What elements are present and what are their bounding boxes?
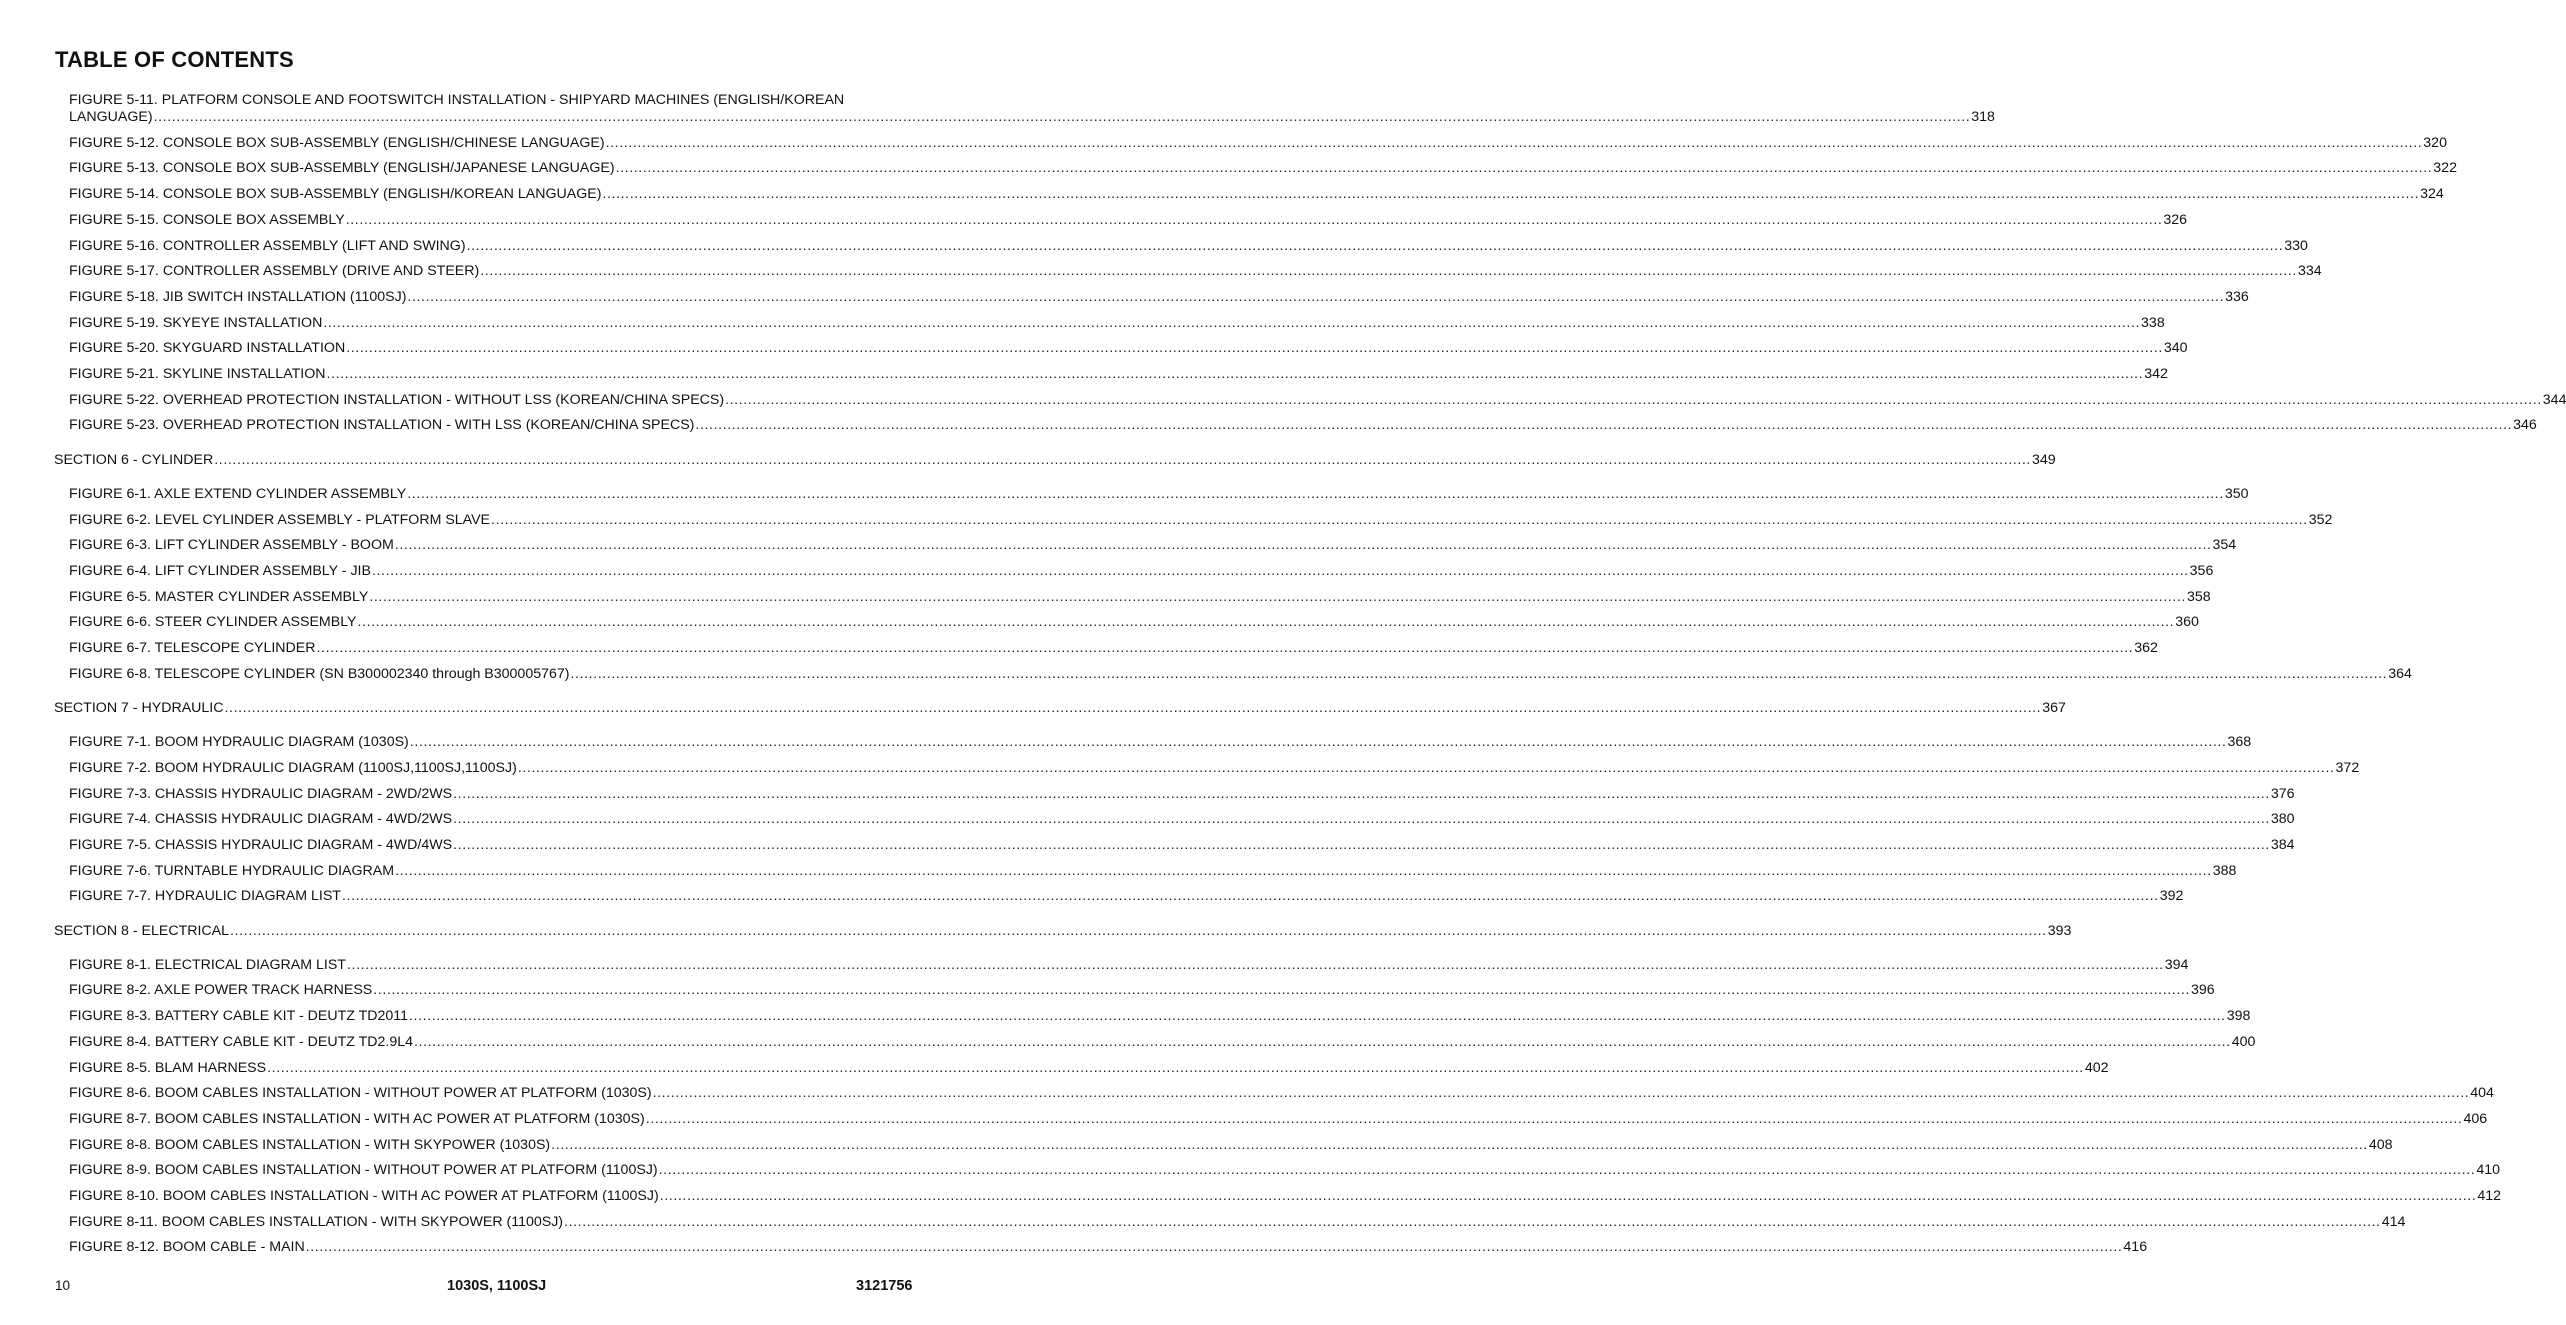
toc-page-number: 384: [2270, 836, 2295, 853]
toc-section-entry[interactable]: [54, 451, 2056, 469]
toc-figure-entry[interactable]: [69, 888, 2184, 905]
toc-page-number: 394: [2164, 956, 2189, 973]
toc-entry-row: [69, 288, 2249, 306]
dot-leader: ................................................................................................................................................................................................................................................................................................................................................................................................................: [230, 922, 2047, 939]
footer-doc-number: 3121756: [856, 1278, 913, 1294]
toc-figure-entry[interactable]: [69, 1188, 2502, 1205]
toc-entry-row: [69, 1033, 2256, 1051]
toc-page-number: 360: [2175, 614, 2199, 631]
toc-entry-row: [69, 588, 2211, 606]
toc-entry-label: FIGURE 6-2. LEVEL CYLINDER ASSEMBLY - PLATFORM SLAVE: [69, 511, 491, 528]
toc-entry-row: [69, 1110, 2488, 1128]
toc-entry-row: [69, 109, 1995, 126]
toc-page-number: 346: [2513, 417, 2537, 434]
toc-page-number: 406: [2463, 1110, 2488, 1127]
toc-entry-label: FIGURE 5-21. SKYLINE INSTALLATION: [69, 366, 326, 382]
toc-page-number: 380: [2270, 811, 2295, 828]
toc-entry-label-continued: LANGUAGE): [69, 109, 153, 125]
toc-page-number: 393: [2047, 922, 2072, 939]
toc-entry-row: [69, 982, 2215, 999]
dot-leader: ................................................................................................................................................................................................................................................................................................................................................................................................................: [373, 982, 2190, 999]
dot-leader: ................................................................................................................................................................................................................................................................................................................................................................................................................: [407, 485, 2224, 502]
toc-entry-label: SECTION 8 - ELECTRICAL: [54, 922, 230, 939]
dot-leader: ................................................................................................................................................................................................................................................................................................................................................................................................................: [409, 1008, 2226, 1025]
toc-entry-label: FIGURE 5-19. SKYEYE INSTALLATION: [69, 314, 323, 331]
toc-entry-row: [69, 640, 2158, 657]
toc-entry-label: FIGURE 6-8. TELESCOPE CYLINDER (SN B300002340 through B300005767): [69, 665, 570, 682]
toc-page-number: 320: [2423, 134, 2447, 151]
toc-page-number: 356: [2189, 562, 2214, 579]
dot-leader: ................................................................................................................................................................................................................................................................................................................................................................................................................: [224, 699, 2042, 716]
toc-page-number: 402: [2084, 1059, 2109, 1076]
toc-figure-entry[interactable]: [69, 340, 2188, 357]
dot-leader: ................................................................................................................................................................................................................................................................................................................................................................................................................: [394, 537, 2212, 554]
toc-entry-row: [69, 759, 2360, 777]
toc-entry-label: FIGURE 5-13. CONSOLE BOX SUB-ASSEMBLY (ENGLISH/JAPANESE LANGUAGE): [69, 160, 615, 177]
toc-figure-entry[interactable]: [69, 1136, 2393, 1154]
toc-figure-entry[interactable]: [69, 614, 2199, 631]
dot-leader: ................................................................................................................................................................................................................................................................................................................................................................................................................: [480, 263, 2297, 280]
toc-page-number: 392: [2159, 888, 2184, 905]
toc-page-number: 349: [2031, 451, 2056, 468]
toc-entry-label: FIGURE 8-8. BOOM CABLES INSTALLATION - WITH SKYPOWER (1030S): [69, 1136, 551, 1153]
toc-entry-label: FIGURE 8-3. BATTERY CABLE KIT - DEUTZ TD2011: [69, 1008, 409, 1025]
toc-entry-row: [69, 862, 2237, 880]
toc-figure-entry[interactable]: [69, 211, 2188, 229]
toc-page-number: 367: [2042, 699, 2066, 716]
toc-entry-label: FIGURE 7-3. CHASSIS HYDRAULIC DIAGRAM - 2WD/2WS: [69, 785, 453, 802]
toc-figure-entry[interactable]: [69, 417, 2537, 434]
dot-leader: ................................................................................................................................................................................................................................................................................................................................................................................................................: [453, 811, 2270, 828]
dot-leader: ................................................................................................................................................................................................................................................................................................................................................................................................................: [305, 1239, 2123, 1256]
toc-figure-entry[interactable]: [69, 237, 2308, 255]
dot-leader: ................................................................................................................................................................................................................................................................................................................................................................................................................: [605, 134, 2423, 151]
toc-entry-label: FIGURE 5-22. OVERHEAD PROTECTION INSTALLATION - WITHOUT LSS (KOREAN/CHINA SPECS): [69, 391, 725, 408]
toc-entry-row: [69, 665, 2412, 683]
toc-entry-row: [69, 314, 2165, 332]
toc-entry-label: FIGURE 5-12. CONSOLE BOX SUB-ASSEMBLY (ENGLISH/CHINESE LANGUAGE): [69, 134, 605, 151]
toc-figure-entry[interactable]: [69, 956, 2189, 974]
footer-models: 1030S, 1100SJ: [447, 1278, 547, 1294]
toc-entry-label: FIGURE 7-7. HYDRAULIC DIAGRAM LIST: [69, 888, 341, 905]
dot-leader: ................................................................................................................................................................................................................................................................................................................................................................................................................: [414, 1033, 2231, 1050]
dot-leader: ................................................................................................................................................................................................................................................................................................................................................................................................................: [695, 417, 2513, 434]
toc-figure-entry[interactable]: [69, 1213, 2406, 1231]
toc-entry-row: [69, 1213, 2406, 1231]
toc-figure-entry[interactable]: [69, 862, 2237, 880]
toc-entry-label: FIGURE 8-5. BLAM HARNESS: [69, 1059, 267, 1076]
toc-figure-entry[interactable]: [69, 1239, 2148, 1256]
toc-entry-label: FIGURE 6-1. AXLE EXTEND CYLINDER ASSEMBLY: [69, 485, 407, 502]
toc-entry-row: [69, 1162, 2500, 1179]
toc-figure-entry[interactable]: [69, 511, 2333, 529]
dot-leader: ................................................................................................................................................................................................................................................................................................................................................................................................................: [551, 1136, 2368, 1153]
dot-leader: ................................................................................................................................................................................................................................................................................................................................................................................................................: [453, 785, 2270, 802]
toc-entry-label: FIGURE 7-5. CHASSIS HYDRAULIC DIAGRAM - 4WD/4WS: [69, 836, 453, 853]
toc-page-number: 414: [2381, 1213, 2406, 1230]
toc-page-number: 368: [2227, 734, 2252, 751]
dot-leader: ................................................................................................................................................................................................................................................................................................................................................................................................................: [214, 451, 2031, 468]
toc-entry-label: FIGURE 8-9. BOOM CABLES INSTALLATION - WITHOUT POWER AT PLATFORM (1100SJ): [69, 1162, 658, 1179]
dot-leader: ................................................................................................................................................................................................................................................................................................................................................................................................................: [407, 288, 2225, 305]
toc-page-number: 358: [2187, 588, 2211, 605]
toc-page-number: 408: [2368, 1136, 2393, 1153]
toc-figure-entry[interactable]: [69, 288, 2249, 306]
toc-entry-label: FIGURE 5-23. OVERHEAD PROTECTION INSTALLATION - WITH LSS (KOREAN/CHINA SPECS): [69, 417, 695, 434]
toc-entry-label: FIGURE 6-4. LIFT CYLINDER ASSEMBLY - JIB: [69, 562, 371, 579]
toc-page-number: 342: [2144, 366, 2168, 382]
toc-figure-entry[interactable]: [69, 562, 2214, 580]
toc-page-number: 416: [2123, 1239, 2148, 1256]
toc-section-entry[interactable]: [54, 699, 2066, 717]
toc-entry-row: [69, 537, 2237, 554]
dot-leader: ................................................................................................................................................................................................................................................................................................................................................................................................................: [615, 160, 2433, 177]
toc-entry-row: [54, 922, 2072, 940]
toc-figure-entry[interactable]: [69, 1059, 2109, 1077]
toc-entry-label: FIGURE 5-17. CONTROLLER ASSEMBLY (DRIVE AND STEER): [69, 263, 480, 280]
toc-figure-entry[interactable]: [69, 836, 2295, 854]
toc-entry-row: [69, 340, 2188, 357]
toc-entry-row: [69, 1239, 2148, 1256]
toc-page-number: 400: [2231, 1033, 2256, 1050]
toc-entry-row: [69, 785, 2295, 803]
dot-leader: ................................................................................................................................................................................................................................................................................................................................................................................................................: [517, 759, 2335, 776]
dot-leader: ................................................................................................................................................................................................................................................................................................................................................................................................................: [395, 862, 2212, 879]
toc-figure-entry[interactable]: [69, 314, 2165, 332]
dot-leader: ................................................................................................................................................................................................................................................................................................................................................................................................................: [602, 186, 2420, 203]
dot-leader: ................................................................................................................................................................................................................................................................................................................................................................................................................: [357, 614, 2175, 631]
toc-entry-row: [69, 836, 2295, 854]
toc-figure-entry[interactable]: [69, 734, 2252, 751]
toc-page-number: 350: [2224, 485, 2249, 502]
toc-entry-row: [69, 417, 2537, 434]
toc-entry-row: [69, 1059, 2109, 1077]
toc-page-number: 330: [2284, 237, 2308, 254]
dot-leader: ................................................................................................................................................................................................................................................................................................................................................................................................................: [466, 237, 2284, 254]
dot-leader: ................................................................................................................................................................................................................................................................................................................................................................................................................: [316, 640, 2134, 656]
dot-leader: ................................................................................................................................................................................................................................................................................................................................................................................................................: [564, 1213, 2381, 1230]
toc-page-number: 354: [2212, 537, 2237, 554]
toc-page-number: 372: [2335, 759, 2360, 776]
toc-page-number: 338: [2141, 314, 2165, 331]
toc-entry-row: [69, 1188, 2502, 1205]
toc-entry-label: FIGURE 7-1. BOOM HYDRAULIC DIAGRAM (1030S): [69, 734, 409, 751]
toc-figure-entry[interactable]: [69, 811, 2295, 828]
toc-entry-row: [54, 699, 2066, 717]
toc-figure-entry[interactable]: [69, 263, 2322, 280]
dot-leader: ................................................................................................................................................................................................................................................................................................................................................................................................................: [409, 734, 2227, 751]
toc-figure-entry[interactable]: [69, 1085, 2494, 1102]
toc-page-number: 326: [2163, 211, 2188, 228]
toc-entry-label: FIGURE 5-18. JIB SWITCH INSTALLATION (1100SJ): [69, 288, 407, 305]
toc-entry-row: [69, 263, 2322, 280]
toc-entry-label: FIGURE 6-7. TELESCOPE CYLINDER: [69, 640, 316, 656]
toc-entry-label: FIGURE 5-20. SKYGUARD INSTALLATION: [69, 340, 346, 357]
dot-leader: ................................................................................................................................................................................................................................................................................................................................................................................................................: [346, 956, 2164, 973]
toc-entry-label: FIGURE 5-16. CONTROLLER ASSEMBLY (LIFT AND SWING): [69, 237, 466, 254]
toc-entry-row: [54, 451, 2056, 469]
toc-entry-label: FIGURE 5-15. CONSOLE BOX ASSEMBLY: [69, 211, 345, 228]
toc-entry-row: [69, 211, 2188, 229]
dot-leader: ................................................................................................................................................................................................................................................................................................................................................................................................................: [725, 391, 2542, 408]
toc-figure-entry[interactable]: [69, 640, 2158, 657]
dot-leader: ................................................................................................................................................................................................................................................................................................................................................................................................................: [491, 511, 2308, 528]
toc-figure-entry[interactable]: [69, 1008, 2251, 1025]
toc-figure-entry[interactable]: [69, 537, 2237, 554]
toc-page-number: 318: [1971, 109, 1995, 125]
toc-section-entry[interactable]: [54, 922, 2072, 940]
toc-entry-row: [69, 134, 2447, 152]
toc-figure-entry[interactable]: [69, 134, 2447, 152]
toc-entry-row: [69, 511, 2333, 529]
toc-entry-row: [69, 186, 2444, 203]
dot-leader: ................................................................................................................................................................................................................................................................................................................................................................................................................: [659, 1188, 2477, 1204]
dot-leader: ................................................................................................................................................................................................................................................................................................................................................................................................................: [453, 836, 2270, 853]
toc-entry-label: FIGURE 8-12. BOOM CABLE - MAIN: [69, 1239, 305, 1256]
footer-page-number: 10: [55, 1278, 71, 1293]
dot-leader: ................................................................................................................................................................................................................................................................................................................................................................................................................: [369, 588, 2187, 605]
toc-figure-entry[interactable]: [69, 982, 2215, 999]
toc-entry-label: SECTION 7 - HYDRAULIC: [54, 699, 224, 716]
toc-entry-row: [69, 562, 2214, 580]
dot-leader: ................................................................................................................................................................................................................................................................................................................................................................................................................: [371, 562, 2189, 579]
toc-entry-label: FIGURE 7-6. TURNTABLE HYDRAULIC DIAGRAM: [69, 862, 395, 879]
toc-page-number: 398: [2226, 1008, 2251, 1025]
toc-page-number: 376: [2270, 785, 2295, 802]
dot-leader: ................................................................................................................................................................................................................................................................................................................................................................................................................: [153, 109, 1971, 125]
toc-entry-row: [69, 811, 2295, 828]
toc-page-number: 396: [2190, 982, 2215, 999]
dot-leader: ................................................................................................................................................................................................................................................................................................................................................................................................................: [341, 888, 2159, 905]
toc-entry-label: FIGURE 8-1. ELECTRICAL DIAGRAM LIST: [69, 956, 346, 973]
toc-figure-entry[interactable]: [69, 1110, 2488, 1128]
toc-page-number: 336: [2225, 288, 2249, 305]
dot-leader: ................................................................................................................................................................................................................................................................................................................................................................................................................: [570, 665, 2388, 682]
dot-leader: ................................................................................................................................................................................................................................................................................................................................................................................................................: [267, 1059, 2084, 1076]
toc-figure-entry[interactable]: [69, 391, 2566, 409]
toc-entry-label: FIGURE 8-6. BOOM CABLES INSTALLATION - WITHOUT POWER AT PLATFORM (1030S): [69, 1085, 652, 1102]
dot-leader: ................................................................................................................................................................................................................................................................................................................................................................................................................: [652, 1085, 2470, 1102]
toc-page-number: 362: [2134, 640, 2158, 656]
toc-figure-entry[interactable]: [69, 160, 2457, 177]
dot-leader: ................................................................................................................................................................................................................................................................................................................................................................................................................: [346, 340, 2163, 357]
toc-entry-row: [69, 1008, 2251, 1025]
toc-entry-row: [69, 614, 2199, 631]
toc-entry-row: [69, 956, 2189, 974]
toc-page-number: 324: [2420, 186, 2444, 203]
toc-entry-label: FIGURE 8-7. BOOM CABLES INSTALLATION - WITH AC POWER AT PLATFORM (1030S): [69, 1110, 645, 1127]
toc-page-number: 388: [2212, 862, 2237, 879]
toc-entry-label: FIGURE 8-10. BOOM CABLES INSTALLATION - WITH AC POWER AT PLATFORM (1100SJ): [69, 1188, 659, 1204]
toc-page-number: 412: [2477, 1188, 2502, 1204]
toc-figure-entry[interactable]: [69, 1033, 2256, 1051]
toc-figure-entry[interactable]: [69, 588, 2211, 606]
toc-entry-label: FIGURE 5-14. CONSOLE BOX SUB-ASSEMBLY (ENGLISH/KOREAN LANGUAGE): [69, 186, 602, 203]
toc-entry-label: SECTION 6 - CYLINDER: [54, 451, 214, 468]
toc-page-number: 364: [2388, 665, 2412, 682]
page-title: TABLE OF CONTENTS: [55, 47, 294, 72]
toc-entry-row: [69, 160, 2457, 177]
toc-page-number: 404: [2470, 1085, 2494, 1102]
toc-entry-label: FIGURE 5-11. PLATFORM CONSOLE AND FOOTSWITCH INSTALLATION - SHIPYARD MACHINES (ENGLISH/KOREAN: [69, 92, 845, 108]
toc-page-number: 344: [2542, 391, 2566, 408]
toc-figure-entry[interactable]: [69, 366, 2168, 383]
toc-entry-label: FIGURE 8-11. BOOM CABLES INSTALLATION - WITH SKYPOWER (1100SJ): [69, 1213, 564, 1230]
toc-entry-row: [69, 485, 2249, 503]
toc-entry-row: [69, 1085, 2494, 1102]
toc-entry-label: FIGURE 6-3. LIFT CYLINDER ASSEMBLY - BOOM: [69, 537, 394, 554]
dot-leader: ................................................................................................................................................................................................................................................................................................................................................................................................................: [658, 1162, 2476, 1179]
toc-figure-entry[interactable]: [69, 665, 2412, 683]
toc-page-number: 334: [2297, 263, 2322, 280]
dot-leader: ................................................................................................................................................................................................................................................................................................................................................................................................................: [326, 366, 2144, 382]
toc-entry-row: [69, 888, 2184, 905]
toc-entry-row: [69, 366, 2168, 383]
toc-figure-entry[interactable]: [69, 485, 2249, 503]
toc-entry-row: [69, 734, 2252, 751]
toc-entry-label: FIGURE 6-5. MASTER CYLINDER ASSEMBLY: [69, 588, 369, 605]
toc-figure-entry[interactable]: [69, 1162, 2500, 1179]
toc-entry-label: FIGURE 7-4. CHASSIS HYDRAULIC DIAGRAM - 4WD/2WS: [69, 811, 453, 828]
toc-entry-label: FIGURE 8-2. AXLE POWER TRACK HARNESS: [69, 982, 373, 999]
toc-entry-label: FIGURE 7-2. BOOM HYDRAULIC DIAGRAM (1100SJ,1100SJ,1100SJ): [69, 759, 517, 776]
toc-page-number: 352: [2308, 511, 2333, 528]
toc-entry-row: [69, 391, 2566, 409]
toc-entry-label: FIGURE 6-6. STEER CYLINDER ASSEMBLY: [69, 614, 357, 631]
toc-figure-entry[interactable]: [69, 92, 1995, 126]
toc-entry-row: [69, 237, 2308, 255]
toc-figure-entry[interactable]: [69, 785, 2295, 803]
dot-leader: ................................................................................................................................................................................................................................................................................................................................................................................................................: [345, 211, 2163, 228]
toc-page-number: 322: [2433, 160, 2457, 177]
toc-figure-entry[interactable]: [69, 759, 2360, 777]
dot-leader: ................................................................................................................................................................................................................................................................................................................................................................................................................: [645, 1110, 2463, 1127]
toc-page-number: 410: [2476, 1162, 2500, 1179]
toc-entry-label: FIGURE 8-4. BATTERY CABLE KIT - DEUTZ TD2.9L4: [69, 1033, 414, 1050]
toc-figure-entry[interactable]: [69, 186, 2444, 203]
toc-entry-row: [69, 1136, 2393, 1154]
toc-page-number: 340: [2163, 340, 2188, 357]
dot-leader: ................................................................................................................................................................................................................................................................................................................................................................................................................: [323, 314, 2141, 331]
